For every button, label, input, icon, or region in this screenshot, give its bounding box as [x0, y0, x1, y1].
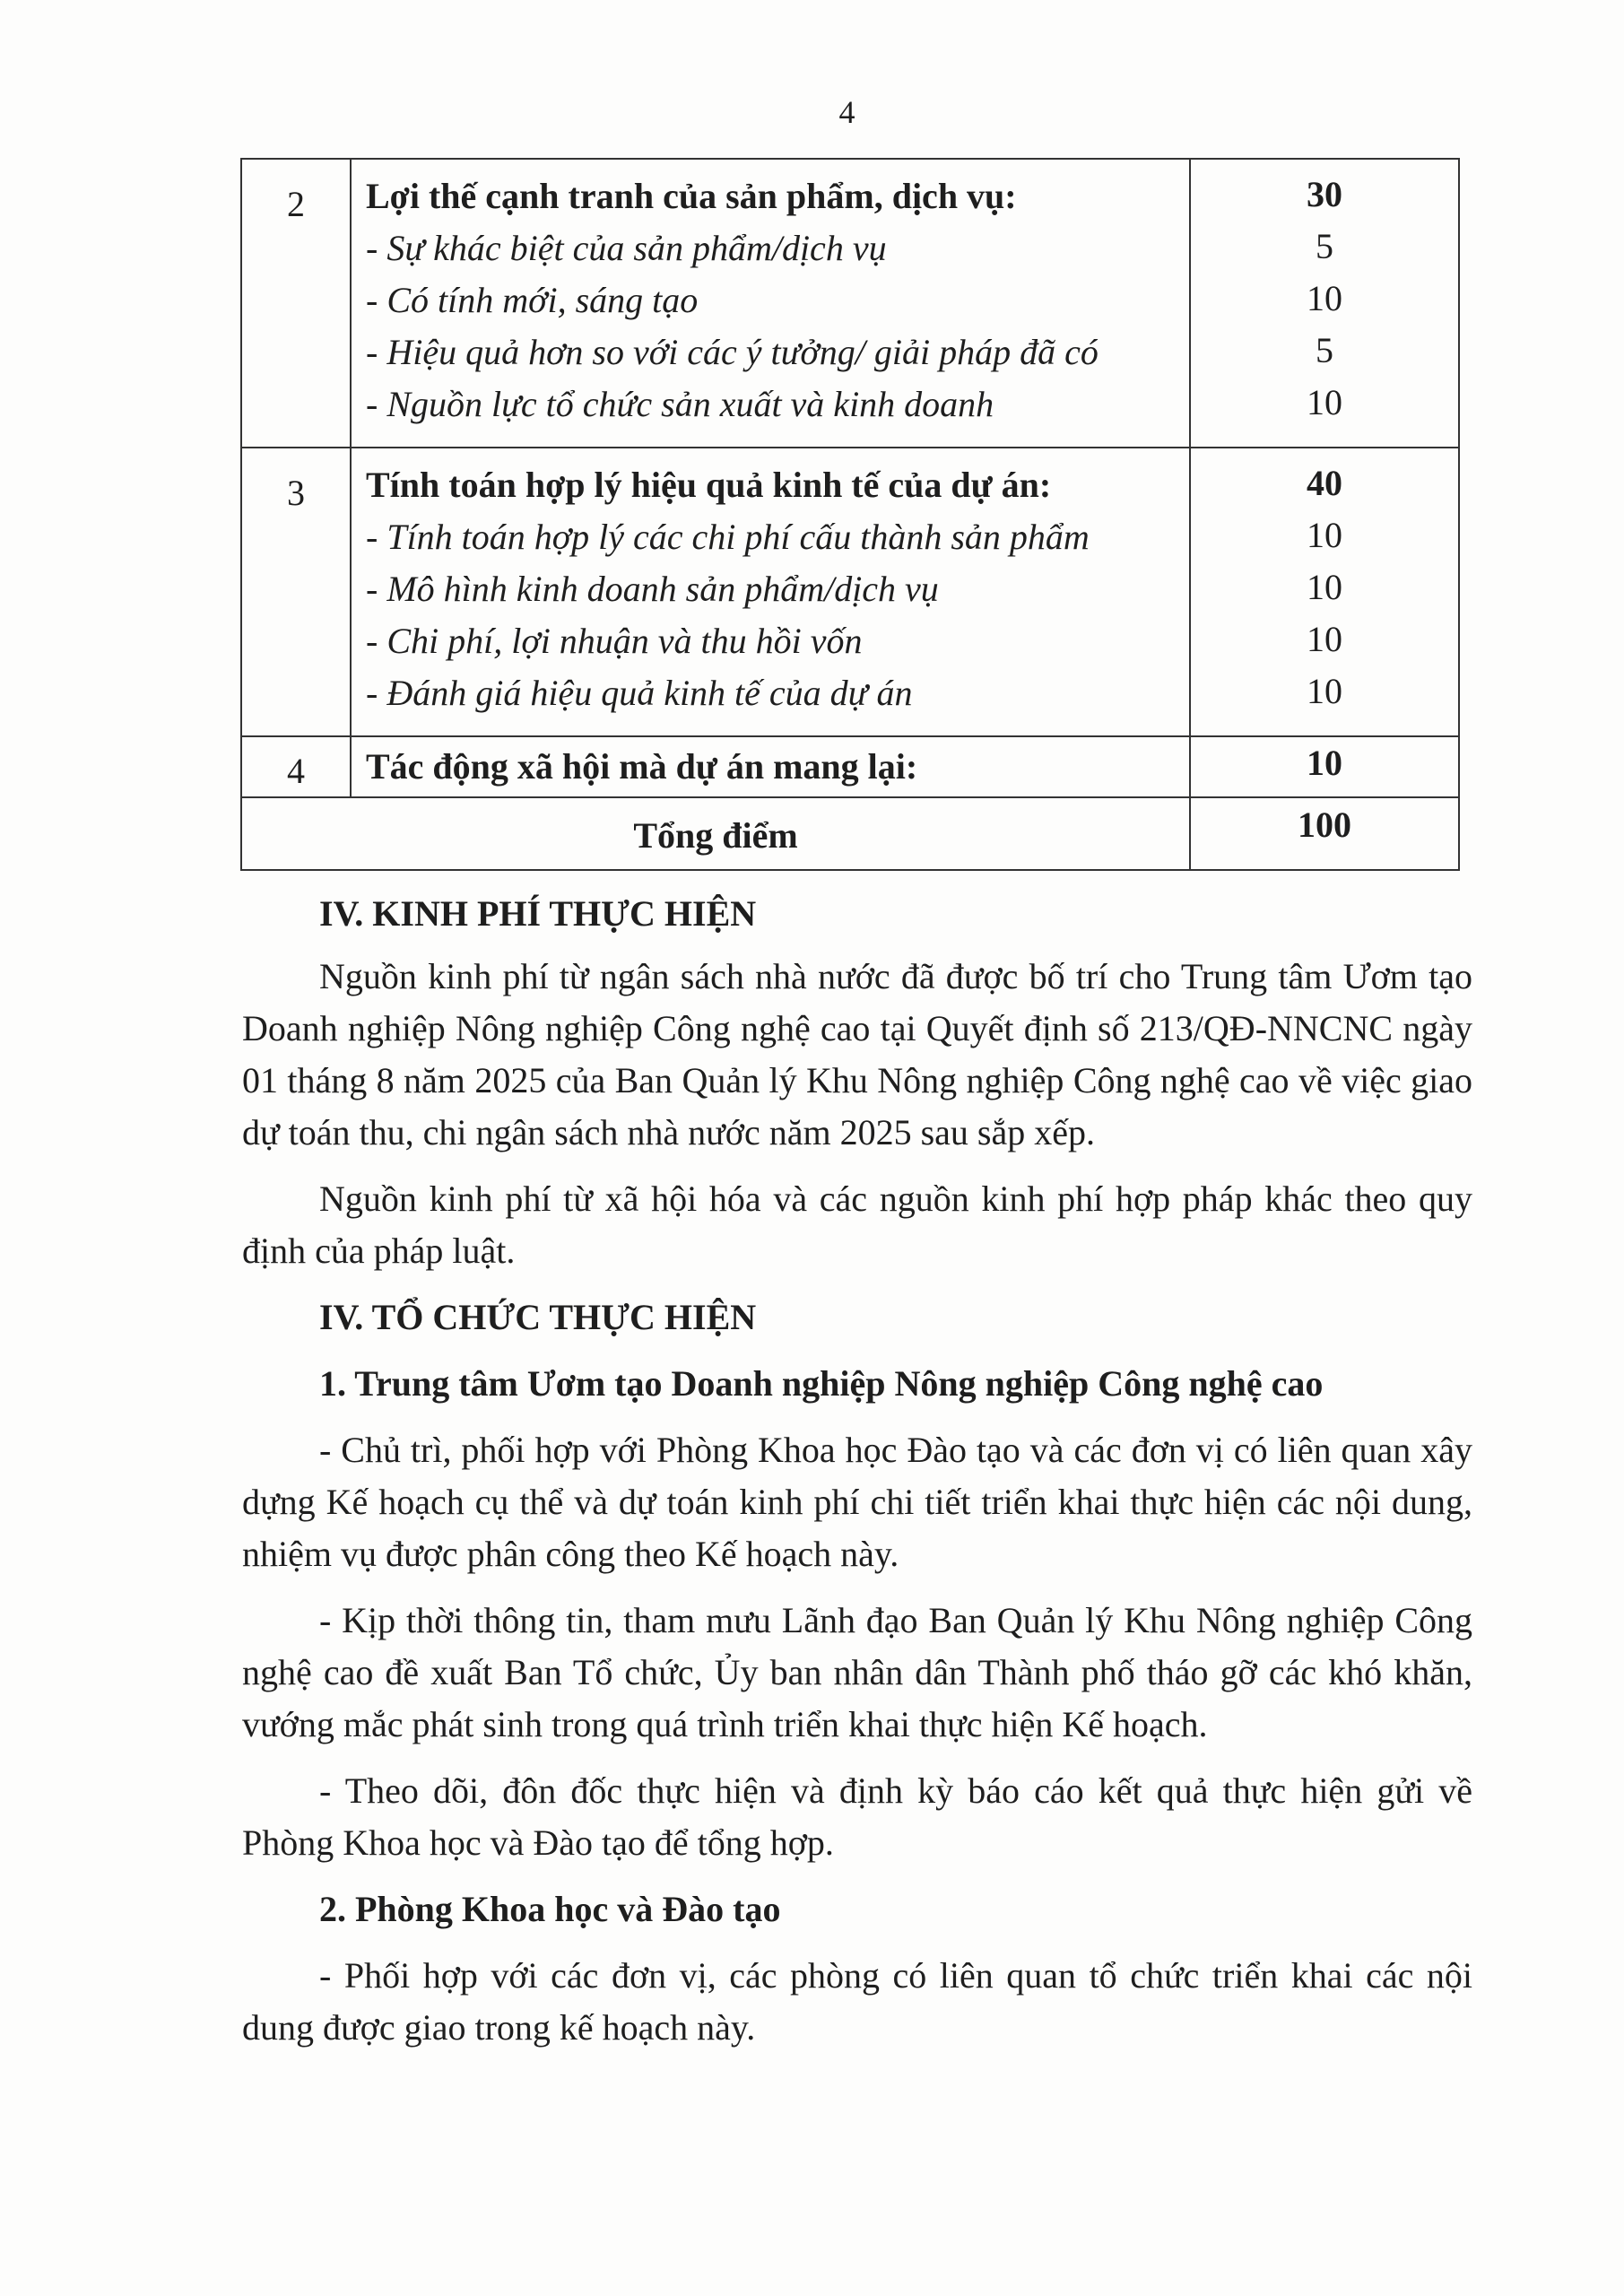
criterion-content: [351, 159, 1190, 448]
criterion-points: [1190, 736, 1459, 797]
total-points: 100: [1190, 797, 1459, 870]
table-row: [241, 159, 1459, 448]
page-number: 4: [838, 94, 855, 130]
sub-item-points: 10: [1307, 567, 1342, 607]
criterion-sub-item: - Nguồn lực tổ chức sản xuất và kinh doanh: [366, 384, 994, 424]
criterion-number: 3: [241, 448, 351, 736]
paragraph: - Kịp thời thông tin, tham mưu Lãnh đạo Ban Quản lý Khu Nông nghiệp Công nghệ cao đề xuất Ban Tổ chức, Ủy ban nhân dân Thành phố tháo gỡ các khó khăn, vướng mắc phát sinh trong quá trình triển khai thực hiện Kế hoạch.: [242, 1600, 1472, 1744]
criterion-sub-item: - Hiệu quả hơn so với các ý tưởng/ giải pháp đã có: [366, 332, 1099, 372]
sub-item-points: 10: [1307, 515, 1342, 555]
sub-item-points: 10: [1307, 278, 1342, 318]
criterion-sub-item: - Mô hình kinh doanh sản phẩm/dịch vụ: [366, 569, 939, 609]
paragraph: Nguồn kinh phí từ ngân sách nhà nước đã được bố trí cho Trung tâm Ươm tạo Doanh nghiệp Nông nghiệp Công nghệ cao tại Quyết định số 213/QĐ-NNCNC ngày 01 tháng 8 năm 2025 của Ban Quản lý Khu Nông nghiệp Công nghệ cao về việc giao dự toán thu, chi ngân sách nhà nước năm 2025 sau sắp xếp.: [242, 956, 1472, 1152]
criterion-total-points: 10: [1307, 743, 1342, 783]
table-row: [241, 448, 1459, 736]
body-text: [242, 888, 1472, 2054]
subsection-heading: 2. Phòng Khoa học và Đào tạo: [319, 1889, 781, 1929]
criterion-content: [351, 736, 1190, 797]
subsection-heading: 1. Trung tâm Ươm tạo Doanh nghiệp Nông nghiệp Công nghệ cao: [319, 1363, 1324, 1404]
table-row: [241, 797, 1459, 870]
criterion-number: 2: [241, 159, 351, 448]
scoring-table: [240, 158, 1460, 871]
criterion-sub-item: - Tính toán hợp lý các chi phí cấu thành sản phẩm: [366, 517, 1090, 557]
criterion-points: [1190, 159, 1459, 448]
paragraph: - Phối hợp với các đơn vị, các phòng có liên quan tổ chức triển khai các nội dung được giao trong kế hoạch này.: [242, 1955, 1472, 2048]
criterion-sub-item: - Đánh giá hiệu quả kinh tế của dự án: [366, 673, 913, 713]
sub-item-points: 10: [1307, 382, 1342, 422]
sub-item-points: 5: [1316, 330, 1333, 370]
criterion-total-points: 30: [1307, 174, 1342, 214]
section-heading-funding: IV. KINH PHÍ THỰC HIỆN: [319, 893, 757, 934]
criterion-sub-item: - Có tính mới, sáng tạo: [366, 280, 699, 320]
criterion-sub-item: - Chi phí, lợi nhuận và thu hồi vốn: [366, 621, 863, 661]
criterion-total-points: 40: [1307, 463, 1342, 503]
paragraph: - Chủ trì, phối hợp với Phòng Khoa học Đào tạo và các đơn vị có liên quan xây dựng Kế hoạch cụ thể và dự toán kinh phí chi tiết triển khai thực hiện các nội dung, nhiệm vụ được phân công theo Kế hoạch này.: [242, 1430, 1472, 1574]
criterion-points: [1190, 448, 1459, 736]
total-label: Tổng điểm: [241, 797, 1190, 870]
criterion-title: Tính toán hợp lý hiệu quả kinh tế của dự án:: [366, 465, 1052, 505]
criterion-title: Tác động xã hội mà dự án mang lại:: [366, 746, 918, 787]
sub-item-points: 10: [1307, 671, 1342, 711]
sub-item-points: 10: [1307, 619, 1342, 659]
paragraph: - Theo dõi, đôn đốc thực hiện và định kỳ báo cáo kết quả thực hiện gửi về Phòng Khoa học và Đào tạo để tổng hợp.: [242, 1770, 1472, 1863]
criterion-number: 4: [241, 736, 351, 797]
criterion-title: Lợi thế cạnh tranh của sản phẩm, dịch vụ:: [366, 176, 1017, 216]
section-heading-organization: IV. TỔ CHỨC THỰC HIỆN: [319, 1297, 757, 1337]
table-row: [241, 736, 1459, 797]
sub-item-points: 5: [1316, 226, 1333, 266]
criterion-sub-item: - Sự khác biệt của sản phẩm/dịch vụ: [366, 228, 887, 268]
criterion-content: [351, 448, 1190, 736]
paragraph: Nguồn kinh phí từ xã hội hóa và các nguồn kinh phí hợp pháp khác theo quy định của pháp luật.: [242, 1178, 1472, 1271]
